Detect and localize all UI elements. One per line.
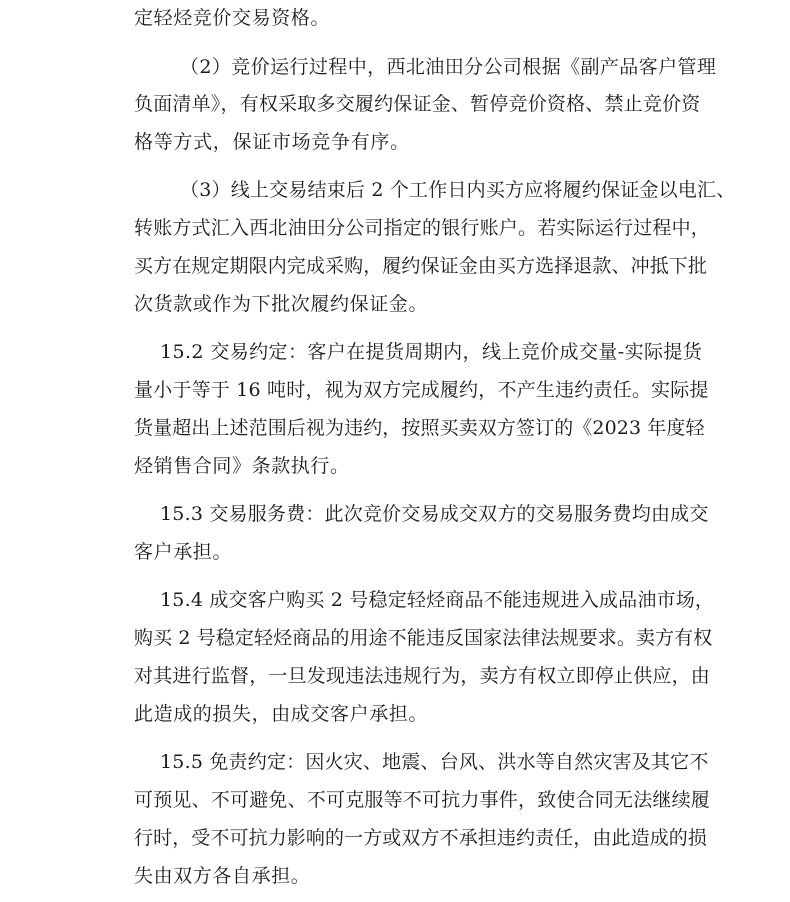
text-line: 次货款或作为下批次履约保证金。 [134,293,429,315]
text-line: 15.2 交易约定：客户在提货周期内，线上竞价成交量-实际提货 [160,341,703,363]
text-line: 烃销售合同》条款执行。 [134,455,350,477]
text-line: 购买 2 号稳定轻烃商品的用途不能违反国家法律法规要求。卖方有权 [134,627,713,649]
text-line: 货量超出上述范围后视为违约，按照买卖双方签订的《2023 年度轻 [134,417,705,439]
text-line: 失由双方各自承担。 [134,865,311,887]
text-line: 买方在规定期限内完成采购，履约保证金由买方选择退款、冲抵下批 [134,255,708,277]
text-line: 负面清单》，有权采取多交履约保证金、暂停竞价资格、禁止竞价资 [134,93,701,115]
text-line: 定轻烃竞价交易资格。 [134,7,331,29]
text-line: 转账方式汇入西北油田分公司指定的银行账户。若实际运行过程中， [134,217,711,239]
text-line: 此造成的损失，由成交客户承担。 [134,703,429,725]
text-line: 15.4 成交客户购买 2 号稳定轻烃商品不能违规进入成品油市场， [160,589,715,611]
text-line: 格等方式，保证市场竞争有序。 [134,131,410,153]
text-line: 可预见、不可避免、不可克服等不可抗力事件，致使合同无法继续履 [134,789,711,811]
text-line: 客户承担。 [134,541,233,563]
text-line: 行时，受不可抗力影响的一方或双方不承担违约责任，由此造成的损 [134,827,708,849]
text-line: 15.5 免责约定：因火灾、地震、台风、洪水等自然灾害及其它不 [160,751,709,773]
text-line: 对其进行监督，一旦发现违法违规行为，卖方有权立即停止供应，由 [134,665,711,687]
text-line: （2）竞价运行过程中，西北油田分公司根据《副产品客户管理 [180,56,717,78]
text-line: 量小于等于 16 吨时，视为双方完成履约，不产生违约责任。实际提 [134,379,709,401]
text-line: 15.3 交易服务费：此次竞价交易成交双方的交易服务费均由成交 [160,503,709,525]
text-line: （3）线上交易结束后 2 个工作日内买方应将履约保证金以电汇、 [180,179,736,201]
